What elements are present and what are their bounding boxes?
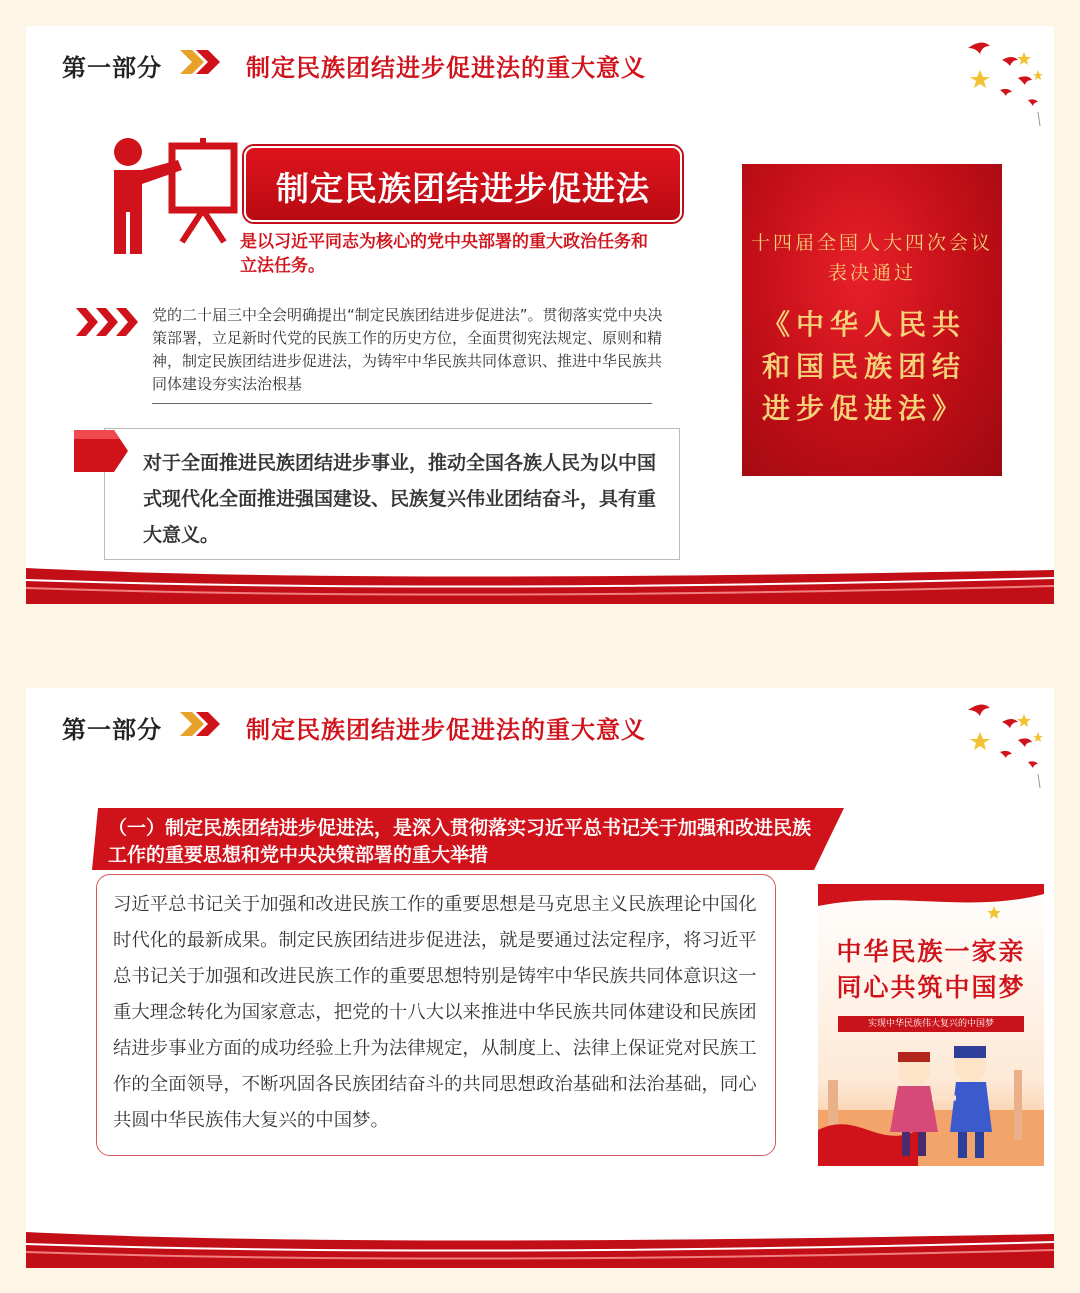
poster-line-2: 同心共筑中国梦 bbox=[836, 973, 1026, 1002]
body-text: 习近平总书记关于加强和改进民族工作的重要思想是马克思主义民族理论中国化时代化的最新成果。制定民族团结进步促进法，就是要通过法定程序，将习近平总书记关于加强和改进民族工作的重要思想特别是铸牢中华民族共同体意识这一重大理念转化为国家意志，把党的十八大以来推进中华民族共同体建设和民族团结进步事业方面的成功经验上升为法律规定，从制度上、法律上保证党对民族工作的全面领导，不断巩固各民族团结奋斗的共同思想政治基础和法治基础，同心共圆中华民族伟大复兴的中国梦。 bbox=[113, 894, 757, 1131]
banner-text: 制定民族团结进步促进法 bbox=[276, 169, 650, 208]
section-title: 制定民族团结进步促进法的重大意义 bbox=[246, 54, 646, 82]
slide-1 bbox=[26, 26, 1054, 604]
panel-law-name: 《中华人民共和国民族团结进步促进法》 bbox=[762, 308, 967, 425]
highlight-text: 对于全面推进民族团结进步事业，推动全国各族人民为以中国式现代化全面推进强国建设、民族复兴伟业团结奋斗，具有重大意义。 bbox=[143, 452, 657, 546]
law-title-panel bbox=[742, 164, 1002, 476]
poster-line-1: 中华民族一家亲 bbox=[836, 937, 1026, 966]
ribbon-text: （一）制定民族团结进步促进法，是深入贯彻落实习近平总书记关于加强和改进民族工作的重要思想和党中央决策部署的重大举措 bbox=[108, 817, 812, 866]
body-box bbox=[96, 874, 776, 1156]
divider bbox=[152, 403, 652, 404]
unity-poster bbox=[818, 884, 1044, 1166]
triple-chevron-icon bbox=[76, 306, 138, 338]
slide-2 bbox=[26, 688, 1054, 1268]
double-chevron-icon bbox=[178, 46, 226, 78]
doves-stars-icon bbox=[958, 692, 1048, 792]
flag-wave-icon bbox=[818, 884, 1044, 924]
double-chevron-icon bbox=[178, 708, 226, 740]
panel-session bbox=[742, 228, 1002, 288]
cartoon-figures-icon bbox=[818, 1040, 1044, 1166]
section-label: 第一部分 bbox=[62, 54, 162, 82]
arrow-tag-icon bbox=[74, 430, 128, 472]
intro-paragraph: 党的二十届三中全会明确提出“制定民族团结进步促进法”。贯彻落实党中央决策部署，立足新时代党的民族工作的历史方位，全面贯彻宪法规定、原则和精神，制定民族团结进步促进法，为铸牢中华民族共同体意识、推进中华民族共同体建设夯实法治根基 bbox=[152, 306, 663, 393]
title-banner bbox=[244, 146, 682, 222]
presenter-icon bbox=[108, 134, 238, 254]
banner-subtitle: 是以习近平同志为核心的党中央部署的重大政治任务和立法任务。 bbox=[240, 232, 648, 276]
red-wave-footer bbox=[26, 1222, 1054, 1268]
panel-line-2: 表决通过 bbox=[827, 262, 916, 284]
poster-line-3: 实现中华民族伟大复兴的中国梦 bbox=[838, 1016, 1024, 1032]
section-title: 制定民族团结进步促进法的重大意义 bbox=[246, 716, 646, 744]
red-wave-footer bbox=[26, 558, 1054, 604]
doves-stars-icon bbox=[958, 30, 1048, 130]
section-label: 第一部分 bbox=[62, 716, 162, 744]
highlight-box bbox=[104, 428, 680, 560]
panel-line-1: 十四届全国人大四次会议 bbox=[750, 232, 993, 254]
